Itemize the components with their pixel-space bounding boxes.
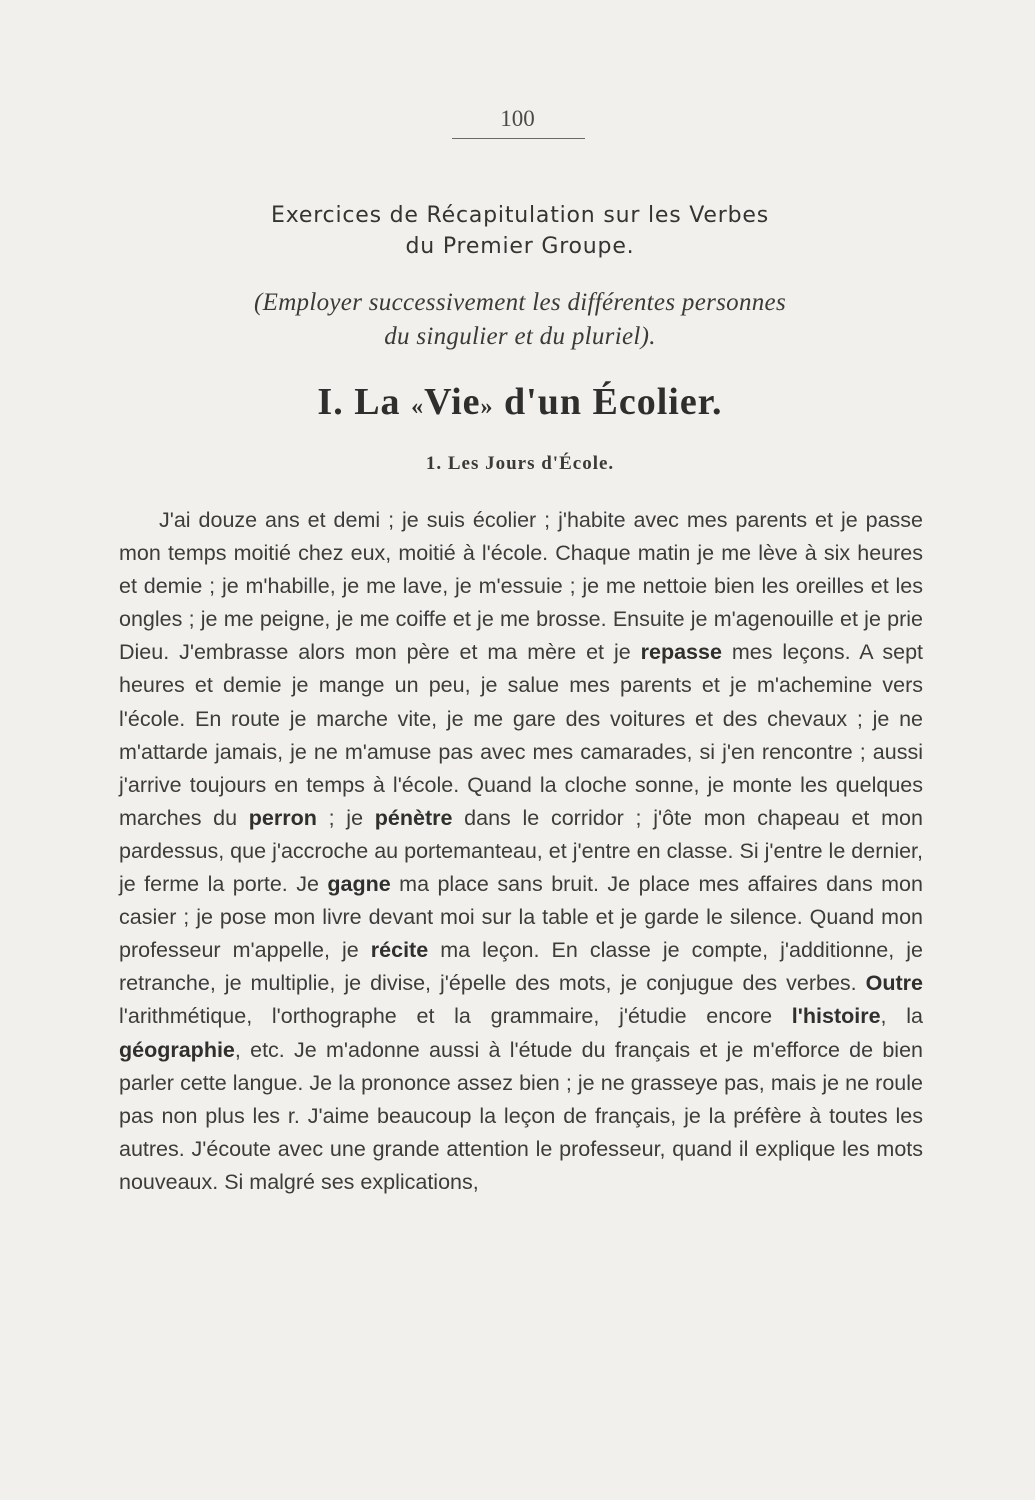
keyword-geographie: géographie: [119, 1037, 235, 1062]
page-number-rule: [452, 138, 585, 139]
chapter-open-quote: «: [411, 394, 425, 420]
text-run-5: ma place sans bruit. Je place mes affaires dans mon casier ; je pose mon livre devant moi sur la table et je garde le silence. Quand mon professeur m'appelle, je: [119, 872, 923, 963]
text-run-3: ; je: [328, 805, 364, 830]
instruction-line-2: du singulier et du pluriel).: [384, 323, 656, 350]
text-run-9: , etc. Je m'adonne aussi à l'étude du français et je m'efforce de bien parler cette langue. Je la prononce assez bien ; je ne grasseye pas, mais je ne roule pas non plus les r. J'aime beaucoup la leçon de français, je la préfère à toutes les autres. J'écoute avec une grande attention le professeur, quand il explique les mots nouveaux. Si malgré ses explications,: [119, 1037, 923, 1194]
keyword-outre: Outre: [865, 971, 923, 996]
text-run-7: l'arithmétique, l'orthographe et la grammaire, j'étudie encore: [119, 1004, 773, 1029]
section-heading-line-1: Exercices de Récapitulation sur les Verbes: [271, 203, 769, 228]
chapter-word: Vie: [424, 381, 481, 423]
instruction-line-1: (Employer successivement les différentes personnes: [254, 289, 786, 316]
keyword-repasse: repasse: [640, 640, 722, 665]
lesson-title: 1. Les Jours d'École.: [425, 453, 615, 474]
chapter-numeral: I. La: [317, 381, 401, 423]
body-paragraph: [119, 504, 923, 1199]
instruction: [120, 286, 920, 354]
chapter-title: [120, 380, 920, 424]
text-run-6: ma leçon. En classe je compte, j'additionne, je retranche, je multiplie, je divise, j'épelle des mots, je conjugue des verbes.: [119, 938, 923, 996]
text-run-1: J'ai douze ans et demi ; je suis écolier ; j'habite avec mes parents et je passe mon temps moitié chez eux, moitié à l'école. Chaque matin je me lève à six heures et demie ; je m'habille, je me lave, je m'essuie ; je me nettoie bien les oreilles et les ongles ; je me peigne, je me coiffe et je me brosse. Ensuite je m'agenouille et je prie Dieu. J'embrasse alors mon père et ma mère et je: [119, 508, 923, 665]
keyword-recite: récite: [370, 938, 429, 963]
section-heading-line-2: du Premier Groupe.: [405, 234, 635, 259]
text-run-2: mes leçons. A sept heures et demie je mange un peu, je salue mes parents et je m'achemine vers l'école. En route je marche vite, je me gare des voitures et des chevaux ; je ne m'attarde jamais, je ne m'amuse pas avec mes camarades, si j'en rencontre ; aussi j'arrive toujours en temps à l'école. Quand la cloche sonne, je monte les quelques marches du: [119, 640, 924, 830]
text-run-4: dans le corridor ; j'ôte mon chapeau et mon pardessus, que j'accroche au portemanteau, et j'entre en classe. Si j'entre le dernier, je ferme la porte. Je: [119, 805, 923, 897]
section-heading: [120, 200, 920, 262]
keyword-penetre: pénètre: [374, 805, 453, 830]
chapter-rest: d'un Écolier.: [504, 381, 723, 423]
keyword-perron: perron: [248, 805, 317, 830]
page-number: 100: [500, 106, 535, 131]
keyword-gagne: gagne: [327, 872, 391, 897]
text-run-8: , la: [880, 1004, 923, 1029]
chapter-close-quote: »: [480, 394, 494, 420]
keyword-histoire: l'histoire: [791, 1004, 881, 1029]
